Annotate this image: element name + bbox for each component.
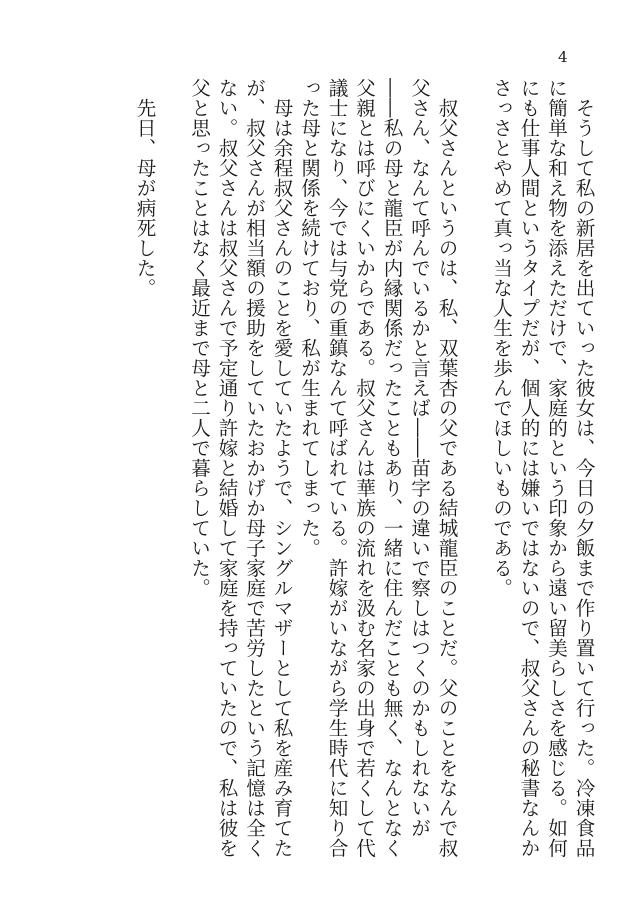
page-number: 4	[558, 48, 568, 66]
paragraph-spacer	[158, 78, 185, 868]
paragraph-4: 先日、母が病死した。	[133, 97, 156, 298]
paragraph-spacer	[460, 78, 487, 868]
body-text	[37, 78, 597, 868]
paragraph-3: 母は余程叔父さんのことを愛していたようで、シングルマザーとして私を産み育てたが、叔父さんが相当額の援助をしていたおかげか母子家庭で苦労したという記憶は全くない。叔父さんは叔父さんで予定通り許嫁と結婚して家庭を持っていたので、私は彼を父と思ったことはなく最近まで母と二人で暮らしていた。	[187, 78, 293, 858]
paragraph-1: そうして私の新居を出ていった彼女は、今日の夕飯まで作り置いて行った。冷凍食品に簡単な和え物を添えただけで、家庭的という印象から遠い留美らしさを感じる。如何にも仕事人間というタイプだが、個人的には嫌いではないので、叔父さんの秘書なんかさっさとやめて真っ当な人生を歩んでほしいものである。	[489, 78, 595, 858]
paragraph-2: 叔父さんというのは、私、双葉杏の父である結城龍臣のことだ。父のことをなんで叔父さん、なんて呼んでいるかと言えば――苗字の違いで察しはつくのかもしれないが――私の母と龍臣が内縁関係だったこともあり、一緒に住んだことも無く、なんとなく父親とは呼びにくいからである。叔父さんは華族の流れを汲む名家の出身で若くして代議士になり、今では与党の重鎮なんて呼ばれている。許嫁がいながら学生時代に知り合った母と関係を続けており、私が生まれてしまった。	[297, 78, 458, 858]
